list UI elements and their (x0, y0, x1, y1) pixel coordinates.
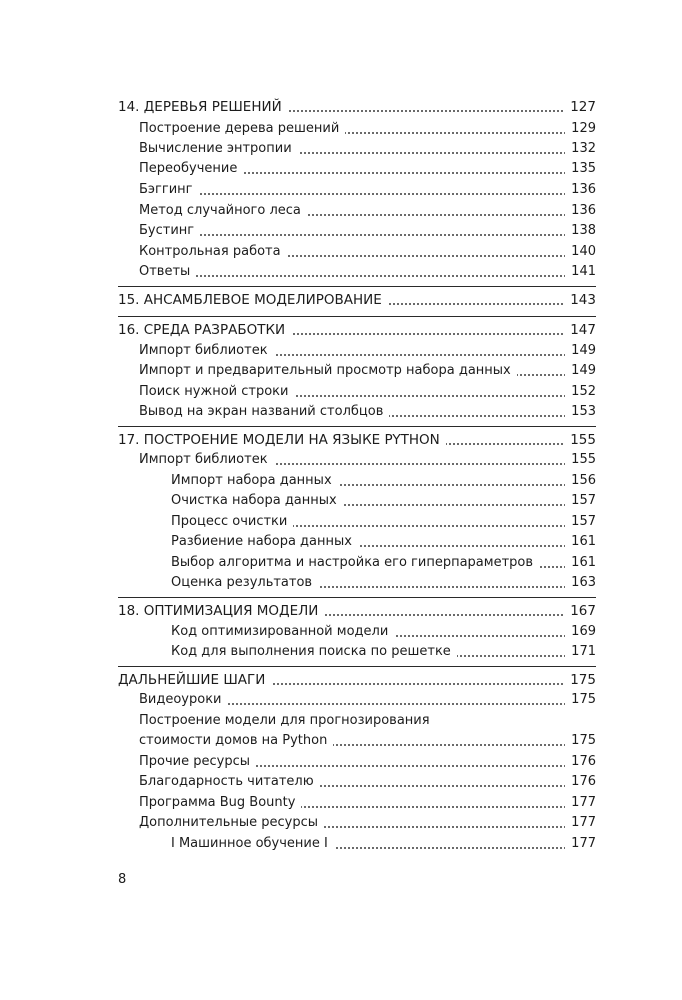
toc-entry-title: Видеоуроки (139, 690, 228, 710)
toc-entry-title: стоимости домов на Python (139, 731, 333, 751)
toc-entry-title: Код оптимизированной модели (171, 622, 394, 642)
toc-entry-page: 177 (565, 793, 596, 813)
toc-entry[interactable] (0, 491, 682, 511)
toc-entry[interactable] (0, 97, 682, 117)
section-divider (118, 316, 596, 317)
toc-entry-page: 161 (565, 553, 596, 573)
toc-leader-dots (139, 193, 594, 195)
toc-entry-title: ДАЛЬНЕЙШИЕ ШАГИ (118, 670, 271, 690)
toc-leader-dots (139, 234, 594, 236)
toc-entry-page: 152 (565, 382, 596, 402)
toc-entry-title: Вывод на экран названий столбцов (139, 402, 389, 422)
section-divider (118, 666, 596, 667)
toc-entry-page: 157 (565, 491, 596, 511)
toc-entry-page: 176 (565, 772, 596, 792)
toc-entry-title: Код для выполнения поиска по решетке (171, 642, 457, 662)
toc-entry-page: 156 (565, 471, 596, 491)
toc-entry[interactable] (0, 642, 682, 662)
toc-entry-title: Метод случайного леса (139, 201, 307, 221)
toc-entry[interactable] (0, 471, 682, 491)
toc-entry[interactable] (0, 382, 682, 402)
toc-entry-title: 17. ПОСТРОЕНИЕ МОДЕЛИ НА ЯЗЫКЕ PYTHON (118, 430, 446, 450)
toc-entry[interactable] (0, 532, 682, 552)
toc-entry[interactable] (0, 180, 682, 200)
toc-entry[interactable] (0, 361, 682, 381)
toc-entry[interactable] (0, 834, 682, 854)
toc-entry[interactable] (0, 341, 682, 361)
page-number: 8 (118, 872, 127, 887)
toc-entry-title: Благодарность читателю (139, 772, 320, 792)
toc-entry-page: 143 (564, 290, 596, 310)
toc-entry-first-line[interactable] (0, 711, 682, 731)
toc-entry-page: 175 (565, 690, 596, 710)
toc-entry-title: Контрольная работа (139, 242, 287, 262)
toc-entry[interactable] (0, 159, 682, 179)
toc-entry-title: Вычисление энтропии (139, 139, 298, 159)
toc-entry-page: 155 (565, 450, 596, 470)
toc-entry-title: Построение модели для прогнозирования (139, 711, 436, 731)
toc-entry[interactable] (0, 752, 682, 772)
toc-entry-page: 149 (565, 341, 596, 361)
toc-entry-title: Построение дерева решений (139, 119, 345, 139)
toc-entry-page: 157 (565, 512, 596, 532)
toc-entry-page: 140 (565, 242, 596, 262)
toc-entry-page: 175 (565, 731, 596, 751)
toc-entry-title: Поиск нужной строки (139, 382, 294, 402)
toc-entry-page: 176 (565, 752, 596, 772)
toc-entry[interactable] (0, 221, 682, 241)
toc-entry-title: Разбиение набора данных (171, 532, 358, 552)
toc-entry[interactable] (0, 690, 682, 710)
toc-entry[interactable] (0, 553, 682, 573)
toc-entry-title: Импорт набора данных (171, 471, 338, 491)
toc-entry-title: 14. ДЕРЕВЬЯ РЕШЕНИЙ (118, 97, 288, 117)
toc-entry-page: 171 (565, 642, 596, 662)
toc-entry[interactable] (0, 262, 682, 282)
toc-entry-page: 153 (565, 402, 596, 422)
toc-entry[interactable] (0, 201, 682, 221)
toc-entry[interactable] (0, 813, 682, 833)
toc-entry-title: Импорт библиотек (139, 341, 274, 361)
toc-entry-page: 177 (565, 834, 596, 854)
toc-entry-page: 135 (565, 159, 596, 179)
toc-entry[interactable] (0, 430, 682, 450)
toc-entry[interactable] (0, 793, 682, 813)
toc-entry[interactable] (0, 450, 682, 470)
toc-entry[interactable] (0, 601, 682, 621)
toc-entry-page: 141 (565, 262, 596, 282)
toc-entry-title: 18. ОПТИМИЗАЦИЯ МОДЕЛИ (118, 601, 324, 621)
toc-entry-title: 16. СРЕДА РАЗРАБОТКИ (118, 320, 291, 340)
toc-entry[interactable] (0, 139, 682, 159)
toc-entry-page: 129 (565, 119, 596, 139)
toc-entry[interactable] (0, 320, 682, 340)
toc-entry-page: 136 (565, 180, 596, 200)
toc-entry-page: 136 (565, 201, 596, 221)
toc-entry[interactable] (0, 670, 682, 690)
toc-entry-title: Бустинг (139, 221, 200, 241)
toc-entry-title: Процесс очистки (171, 512, 293, 532)
toc-entry[interactable] (0, 512, 682, 532)
toc-entry-page: 132 (565, 139, 596, 159)
toc-entry-title: I Машинное обучение I (171, 834, 334, 854)
section-divider (118, 597, 596, 598)
toc-entry-page: 177 (565, 813, 596, 833)
toc-entry-title: Ответы (139, 262, 196, 282)
toc-entry-page: 169 (565, 622, 596, 642)
toc-entry-title: Выбор алгоритма и настройка его гиперпараметров (171, 553, 539, 573)
toc-entry-title: Программа Bug Bounty (139, 793, 301, 813)
section-divider (118, 286, 596, 287)
toc-entry-title: Прочие ресурсы (139, 752, 256, 772)
toc-entry-page: 155 (564, 430, 596, 450)
toc-entry-page: 161 (565, 532, 596, 552)
toc-entry-title: Дополнительные ресурсы (139, 813, 324, 833)
toc-entry-title: Бэггинг (139, 180, 199, 200)
toc-entry-page: 167 (564, 601, 596, 621)
toc-entry[interactable] (0, 622, 682, 642)
toc-entry-title: Очистка набора данных (171, 491, 343, 511)
toc-entry-page: 127 (564, 97, 596, 117)
toc-entry-page: 138 (565, 221, 596, 241)
toc-entry-page: 149 (565, 361, 596, 381)
toc-entry[interactable] (0, 290, 682, 310)
toc-entry-title: Импорт и предварительный просмотр набора данных (139, 361, 517, 381)
section-divider (118, 426, 596, 427)
toc-entry-title: Переобучение (139, 159, 243, 179)
toc-entry-page: 163 (565, 573, 596, 593)
toc-entry-title: 15. АНСАМБЛЕВОЕ МОДЕЛИРОВАНИЕ (118, 290, 388, 310)
toc-entry[interactable] (0, 119, 682, 139)
toc-entry[interactable] (0, 731, 682, 751)
toc-entry-title: Импорт библиотек (139, 450, 274, 470)
toc-entry[interactable] (0, 573, 682, 593)
toc-entry[interactable] (0, 402, 682, 422)
toc-entry-page: 175 (564, 670, 596, 690)
toc-entry-title: Оценка результатов (171, 573, 318, 593)
toc-entry[interactable] (0, 242, 682, 262)
toc-entry-page: 147 (564, 320, 596, 340)
toc-leader-dots (139, 275, 594, 277)
toc-entry[interactable] (0, 772, 682, 792)
